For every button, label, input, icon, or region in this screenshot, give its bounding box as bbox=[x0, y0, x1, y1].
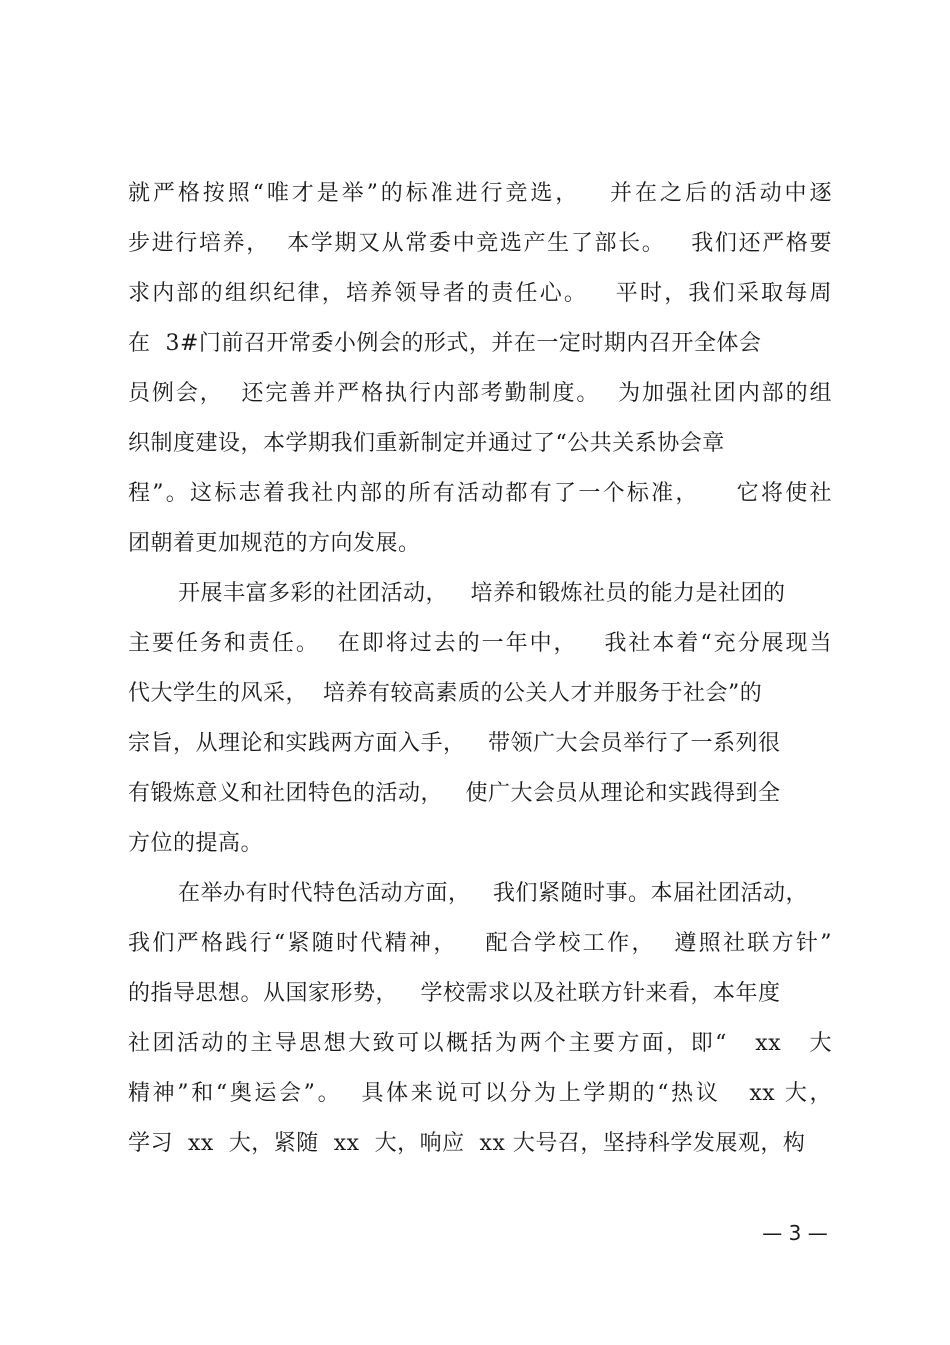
body-text-line: 程”。这标志着我社内部的所有活动都有了一个标准， 它将使社 bbox=[128, 481, 832, 506]
body-text-line: 织制度建设，本学期我们重新制定并通过了“公共关系协会章 bbox=[128, 431, 725, 456]
body-text-line: 员例会， 还完善并严格执行内部考勤制度。 为加强社团内部的组 bbox=[128, 381, 832, 406]
body-text-line: 我们严格践行“紧随时代精神， 配合学校工作， 遵照社联方针” bbox=[128, 931, 832, 956]
paragraph-first-line: 在举办有时代特色活动方面， 我们紧随时事。本届社团活动， bbox=[178, 881, 808, 906]
body-text-line: 在 3#门前召开常委小例会的形式，并在一定时期内召开全体会 bbox=[128, 331, 762, 356]
body-text-line: 宗旨，从理论和实践两方面入手， 带领广大会员举行了一系列很 bbox=[128, 731, 781, 756]
body-text-line: 团朝着更加规范的方向发展。 bbox=[128, 531, 421, 556]
body-text-line: 学习 xx 大，紧随 xx 大，响应 xx 大号召，坚持科学发展观，构 bbox=[128, 1131, 806, 1156]
page-number: — 3 — bbox=[762, 1221, 828, 1245]
body-text-line: 代大学生的风采， 培养有较高素质的公关人才并服务于社会”的 bbox=[128, 681, 763, 706]
body-text-line: 就严格按照“唯才是举”的标准进行竞选， 并在之后的活动中逐 bbox=[128, 181, 832, 206]
body-text-line: 方位的提高。 bbox=[128, 831, 264, 856]
body-text-line: 精神”和“奥运会”。 具体来说可以分为上学期的“热议 xx 大， bbox=[128, 1081, 832, 1106]
body-text-line: 步进行培养， 本学期又从常委中竞选产生了部长。 我们还严格要 bbox=[128, 231, 832, 256]
body-text-line: 主要任务和责任。 在即将过去的一年中， 我社本着“充分展现当 bbox=[128, 631, 832, 656]
body-text-line: 的指导思想。从国家形势， 学校需求以及社联方针来看，本年度 bbox=[128, 981, 781, 1006]
body-text-line: 求内部的组织纪律，培养领导者的责任心。 平时，我们采取每周 bbox=[128, 281, 832, 306]
body-text-line: 社团活动的主导思想大致可以概括为两个主要方面，即“ xx 大 bbox=[128, 1031, 832, 1056]
paragraph-first-line: 开展丰富多彩的社团活动， 培养和锻炼社员的能力是社团的 bbox=[178, 581, 786, 606]
body-text-line: 有锻炼意义和社团特色的活动， 使广大会员从理论和实践得到全 bbox=[128, 781, 781, 806]
